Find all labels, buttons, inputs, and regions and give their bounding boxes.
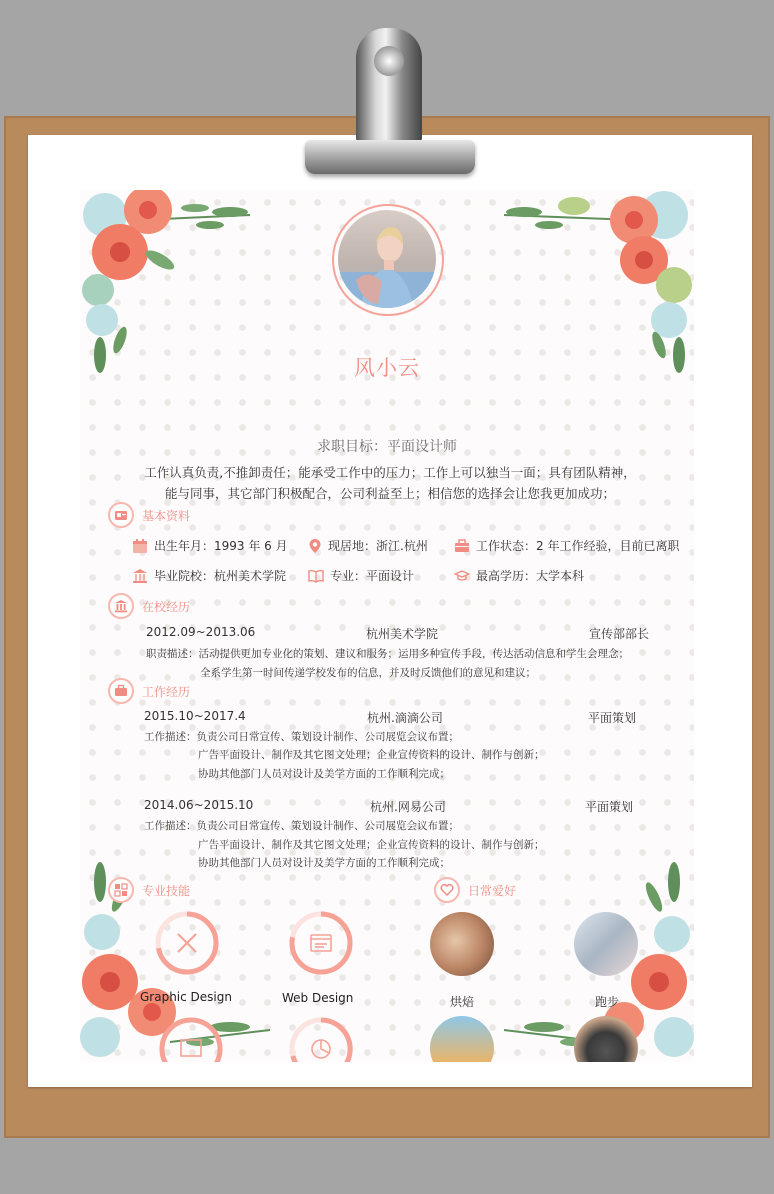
info-major-text: 专业：平面设计: [330, 569, 415, 583]
skill-label: Web Design: [282, 991, 354, 1005]
job-objective: 求职目标：平面设计师: [317, 439, 457, 455]
binder-clip-hole: [374, 46, 404, 76]
info-birth: [132, 537, 288, 554]
info-location: [308, 537, 428, 554]
self-introduction: [140, 462, 640, 504]
intro-line: 工作认真负责,不推卸责任；能承受工作中的压力；工作上可以独当一面；具有团队精神，: [144, 465, 636, 480]
calendar-icon: [132, 538, 148, 554]
info-school: [132, 567, 286, 584]
info-degree-text: 最高学历：大学本科: [476, 569, 585, 583]
school-icon: [132, 568, 148, 584]
binder-clip-base: [305, 140, 475, 174]
browser-icon: [311, 935, 331, 951]
avatar: [338, 210, 436, 308]
campus-desc-line: 全系学生第一时间传递学校发布的信息，并及时反馈他们的意见和建议；: [200, 667, 536, 679]
section-work-header: [108, 678, 190, 704]
info-status-text: 工作状态：2 年工作经验，目前已离职: [476, 539, 680, 553]
section-skills-title: 专业技能: [142, 883, 191, 898]
image-icon: [181, 1040, 201, 1056]
info-major: [308, 567, 414, 584]
section-campus-header: [108, 593, 190, 619]
info-school-text: 毕业院校：杭州美术学院: [154, 569, 287, 583]
job-period: 2014.06~2015.10: [144, 798, 254, 812]
building-icon: [108, 593, 134, 619]
info-degree: [454, 567, 584, 584]
job-desc-line: 工作描述：负责公司日常宣传、策划设计制作、公司展览会议布置；: [144, 820, 459, 832]
section-basic-header: [108, 502, 190, 528]
skill-label: Graphic Design: [140, 990, 232, 1004]
book-icon: [308, 569, 324, 583]
campus-desc-line: 职责描述：活动提供更加专业化的策划、建议和服务；运用多种宣传手段，传达活动信息和学生会理念；: [146, 648, 629, 660]
briefcase-icon: [454, 539, 470, 553]
hobby-running-photo: [574, 912, 638, 976]
job-desc-line: 广告平面设计、制作及其它图文处理；企业宣传资料的设计、制作与创新；: [198, 839, 545, 851]
campus-role: 宣传部部长: [589, 627, 650, 641]
section-hobbies-header: [434, 877, 516, 903]
job-role: 平面策划: [585, 800, 634, 814]
hobby-label: 跑步: [595, 995, 620, 1009]
intro-line: 能与同事，其它部门积极配合，公司利益至上；相信您的选择会让您我更加成功；: [164, 486, 615, 501]
briefcase-section-icon: [108, 678, 134, 704]
info-location-text: 现居地：浙江.杭州: [328, 539, 428, 553]
location-pin-icon: [308, 538, 322, 554]
job-desc-line: 广告平面设计、制作及其它图文处理；企业宣传资料的设计、制作与创新；: [198, 749, 545, 761]
section-skills-header: [108, 877, 190, 903]
section-hobbies-title: 日常爱好: [468, 883, 517, 898]
resume-page: [80, 190, 694, 1062]
section-work-title: 工作经历: [142, 684, 191, 699]
skill-ring-3: [158, 1016, 224, 1062]
hobby-baking-photo: [430, 912, 494, 976]
job-desc-line: 协助其他部门人员对设计及美学方面的工作顺利完成；: [198, 857, 450, 869]
job-role: 平面策划: [588, 711, 637, 725]
hobby-travel-photo: [430, 1016, 494, 1062]
skill-ring-web-design: [288, 910, 354, 976]
section-basic-title: 基本资料: [142, 508, 191, 523]
candidate-name: 风小云: [354, 356, 420, 380]
job-desc-line: 工作描述：负责公司日常宣传、策划设计制作、公司展览会议布置；: [144, 731, 459, 743]
hobby-label: 烘焙: [450, 995, 475, 1009]
grid-icon: [108, 877, 134, 903]
graduation-cap-icon: [454, 569, 470, 583]
skill-ring-graphic-design: [154, 910, 220, 976]
pencil-ruler-icon: [178, 934, 196, 952]
job-company: 杭州.滴滴公司: [367, 711, 443, 725]
section-campus-title: 在校经历: [142, 599, 191, 614]
job-company: 杭州.网易公司: [370, 800, 446, 814]
skill-ring-4: [288, 1016, 354, 1062]
campus-org: 杭州美术学院: [366, 627, 439, 641]
job-period: 2015.10~2017.4: [144, 709, 246, 723]
info-birth-text: 出生年月：1993 年 6 月: [154, 539, 288, 553]
job-desc-line: 协助其他部门人员对设计及美学方面的工作顺利完成；: [198, 768, 450, 780]
info-status: [454, 537, 679, 554]
pie-chart-icon: [312, 1040, 330, 1058]
id-card-icon: [108, 502, 134, 528]
campus-period: 2012.09~2013.06: [146, 625, 256, 639]
heart-icon: [434, 877, 460, 903]
